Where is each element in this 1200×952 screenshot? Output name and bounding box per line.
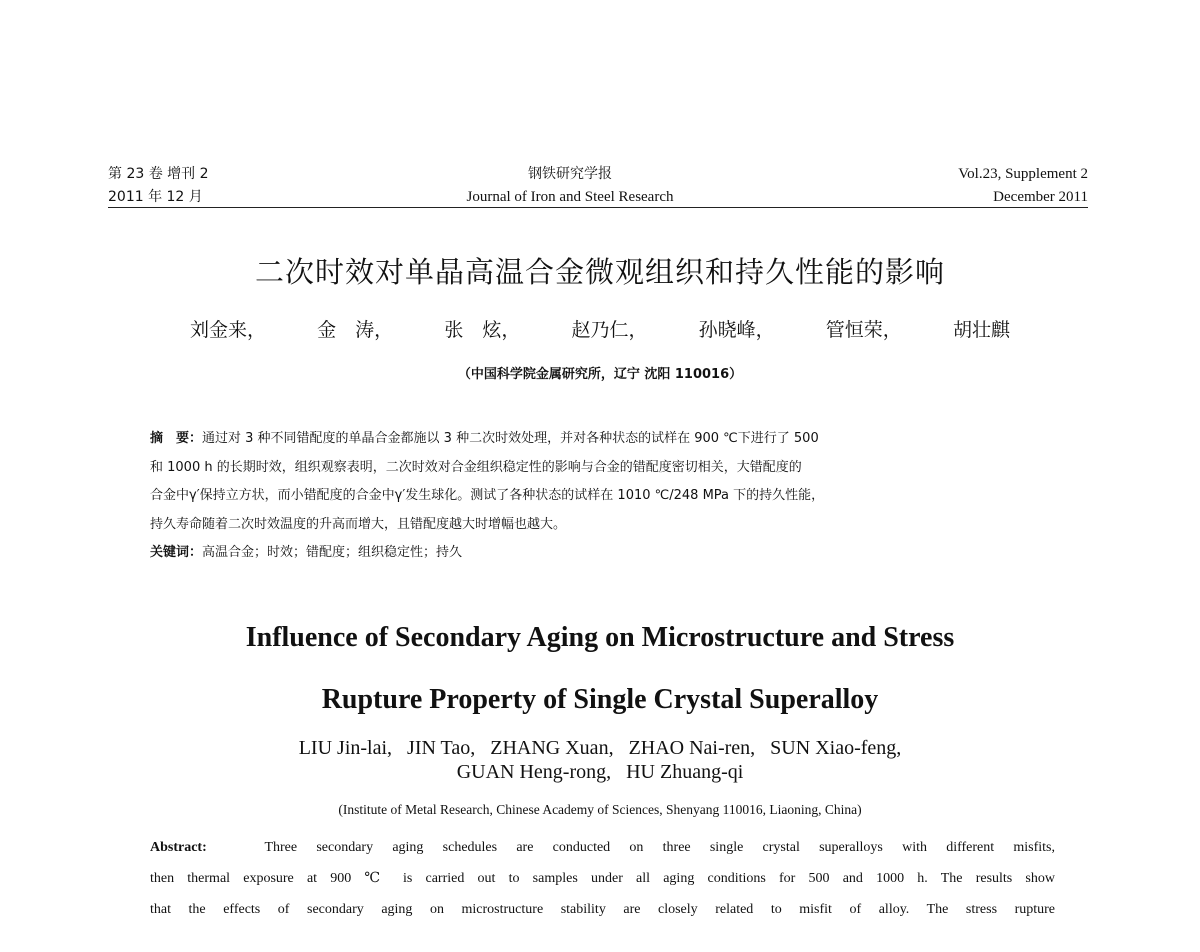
cn-abstract-line: 持久寿命随着二次时效温度的升高而增大，且错配度越大时增幅也越大。 bbox=[150, 516, 567, 532]
cn-author: 胡壮麒 bbox=[952, 319, 1010, 341]
en-affiliation: (Institute of Metal Research, Chinese Academy of Sciences, Shenyang 110016, Liaoning, China) bbox=[338, 802, 862, 817]
en-abstract-line: Three secondary aging schedules are conducted on three single crystal superalloys with different misfits, bbox=[264, 840, 1055, 855]
cn-authors bbox=[190, 315, 1010, 342]
en-abstract-label: Abstract: bbox=[150, 840, 207, 855]
en-abstract-line: then thermal exposure at 900 ℃ is carried out to samples under all aging conditions for 500 and 1000 h. The results show bbox=[150, 871, 1055, 886]
cn-abstract-line: 通过对 3 种不同错配度的单晶合金都施以 3 种二次时效处理，并对各种状态的试样在 900 ℃下进行了 500 bbox=[202, 431, 819, 446]
en-abstract bbox=[150, 832, 1055, 925]
journal-cn: 钢铁研究学报 bbox=[528, 166, 612, 182]
en-abstract-line: that the effects of secondary aging on microstructure stability are closely related to misfit of alloy. The stress rupture bbox=[150, 902, 1055, 917]
cn-abstract bbox=[150, 425, 1055, 568]
volume-cn: 第 23 卷 增刊 2 bbox=[108, 166, 209, 182]
en-title-line1: Influence of Secondary Aging on Microstructure and Stress bbox=[245, 622, 955, 653]
cn-author: 金 涛， bbox=[317, 319, 394, 341]
cn-abstract-line: 合金中γ′保持立方状，而小错配度的合金中γ′发生球化。测试了各种状态的试样在 1010 ℃/248 MPa 下的持久性能， bbox=[150, 488, 825, 503]
date-cn: 2011 年 12 月 bbox=[108, 189, 203, 205]
cn-affiliation: （中国科学院金属研究所，辽宁 沈阳 110016） bbox=[457, 367, 743, 382]
volume-en: Vol.23, Supplement 2 bbox=[958, 166, 1088, 182]
en-authors-line2: GUAN Heng-rong, HU Zhuang-qi bbox=[456, 761, 744, 783]
cn-author: 刘金来， bbox=[190, 319, 267, 341]
en-title-line2: Rupture Property of Single Crystal Superalloy bbox=[321, 684, 879, 715]
cn-author: 孙晓峰， bbox=[698, 319, 775, 341]
date-en: December 2011 bbox=[993, 189, 1088, 205]
cn-author: 管恒荣， bbox=[825, 319, 902, 341]
cn-author: 赵乃仁， bbox=[571, 319, 648, 341]
journal-en: Journal of Iron and Steel Research bbox=[466, 189, 674, 205]
header-rule bbox=[108, 207, 1088, 208]
cn-author: 张 炫， bbox=[444, 319, 521, 341]
cn-keywords: 高温合金；时效；错配度；组织稳定性；持久 bbox=[202, 545, 463, 560]
cn-abstract-line: 和 1000 h 的长期时效，组织观察表明，二次时效对合金组织稳定性的影响与合金的错配度密切相关，大错配度的 bbox=[150, 459, 802, 475]
en-authors bbox=[0, 736, 1200, 784]
cn-abstract-label: 摘 要： bbox=[150, 431, 203, 446]
en-authors-line1: LIU Jin-lai, JIN Tao, ZHANG Xuan, ZHAO Nai-ren, SUN Xiao-feng, bbox=[298, 737, 902, 759]
cn-title: 二次时效对单晶高温合金微观组织和持久性能的影响 bbox=[254, 255, 945, 289]
cn-keywords-label: 关键词： bbox=[150, 545, 203, 560]
